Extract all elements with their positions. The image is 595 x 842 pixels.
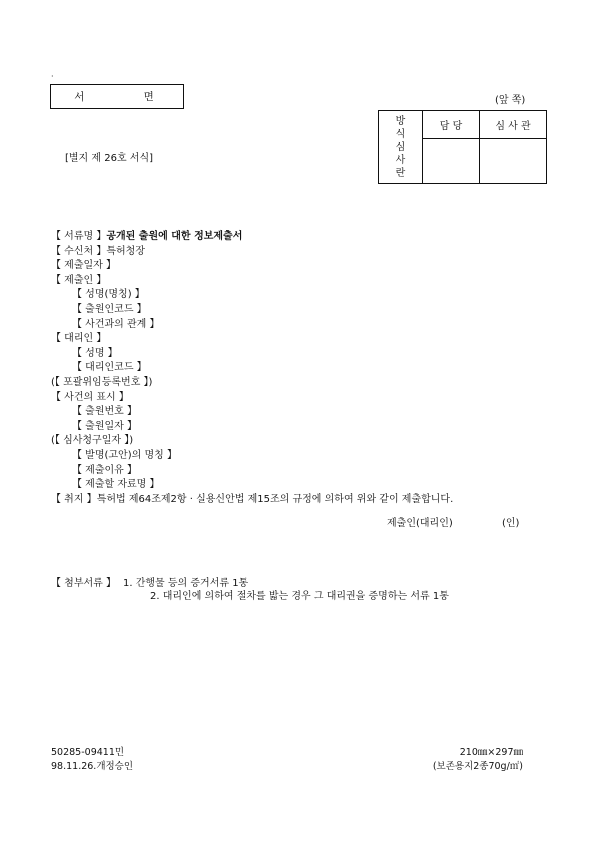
footer-size: 210㎜×297㎜ [459,747,523,758]
field-label: 【 출원일자 】 [72,420,137,432]
form-field-line [72,461,137,476]
document-title: 서 면 [74,91,182,103]
approval-label-char: 방 [395,115,406,127]
form-field-line [51,490,453,505]
field-label: 【 제출이유 】 [72,464,137,476]
approval-label-char: 란 [395,167,406,179]
form-field-line [51,388,129,403]
form-field-line [51,256,116,271]
approval-col-examiner: 심 사 관 [480,111,547,139]
field-label: 【 출원인코드 】 [72,304,147,315]
form-field-line [72,446,177,461]
approval-table [378,110,547,184]
form-field-line [72,315,160,330]
corner-mark: · [51,72,54,81]
approval-label-char: 사 [395,154,406,166]
approval-label-char: 식 [395,128,406,140]
form-field-line [72,475,160,490]
form-field-line [72,300,147,315]
seal-mark: (인) [502,518,520,529]
signature-label: 제출인(대리인) [387,518,453,529]
field-label: 【 제출할 자료명 】 [72,479,160,491]
field-value: 특허청장 [106,245,145,257]
field-label: 【 출원번호 】 [72,406,137,418]
field-label: 【 제출인 】 [51,274,107,286]
footer-approval-date: 98.11.26.개정승인 [51,761,134,772]
attachment-item-2: 2. 대리인에 의하여 절차를 밟는 경우 그 대리권을 증명하는 서류 1통 [150,591,449,602]
form-field-line [72,358,147,373]
field-label: 【 제출일자 】 [51,260,116,272]
form-field-line [72,285,145,300]
form-field-line [51,242,145,257]
field-label: 【 사건의 표시 】 [51,391,129,403]
form-field-line [51,373,152,388]
approval-staff-cell [423,139,480,184]
form-field-line [51,227,242,242]
form-field-line [72,402,137,417]
approval-label-char: 심 [395,141,406,153]
form-field-line [72,344,118,359]
form-field-line [51,329,106,344]
document-title-box [50,84,184,109]
field-label: (【 심사청구일자 】) [51,435,134,447]
field-label: 【 대리인 】 [51,333,107,345]
field-label: 【 발명(고안)의 명칭 】 [72,450,177,461]
field-label: 【 수신처 】 [51,245,107,257]
footer-paper: (보존용지2종70g/㎡) [432,761,523,772]
form-field-line [72,417,137,432]
attachments-label: 【 첨부서류 】 [51,578,116,589]
footer-code: 50285-09411민 [51,747,125,758]
form-number: [별지 제 26호 서식] [65,153,154,164]
field-label: 【 사건과의 관계 】 [72,318,160,330]
page-side-label: (앞 쪽) [495,95,526,106]
field-value: 공개된 출원에 대한 정보제출서 [106,231,243,242]
field-label: 【 서류명 】 [51,231,107,242]
field-label: 【 성명(명칭) 】 [72,289,145,301]
field-value: 특허법 제64조제2항 · 실용신안법 제15조의 규정에 의하여 위와 같이 제출합니다. [96,493,454,505]
field-label: (【 포괄위임등록번호 】) [51,377,153,388]
attachment-item-1: 1. 간행물 등의 증거서류 1통 [123,578,249,589]
field-label: 【 취지 】 [51,493,97,505]
approval-col-staff: 담 당 [423,111,480,139]
field-label: 【 성명 】 [72,347,118,359]
approval-row-label [379,111,423,184]
approval-examiner-cell [480,139,547,184]
form-field-line [51,271,106,286]
form-field-line [51,431,133,446]
field-label: 【 대리인코드 】 [72,362,147,374]
